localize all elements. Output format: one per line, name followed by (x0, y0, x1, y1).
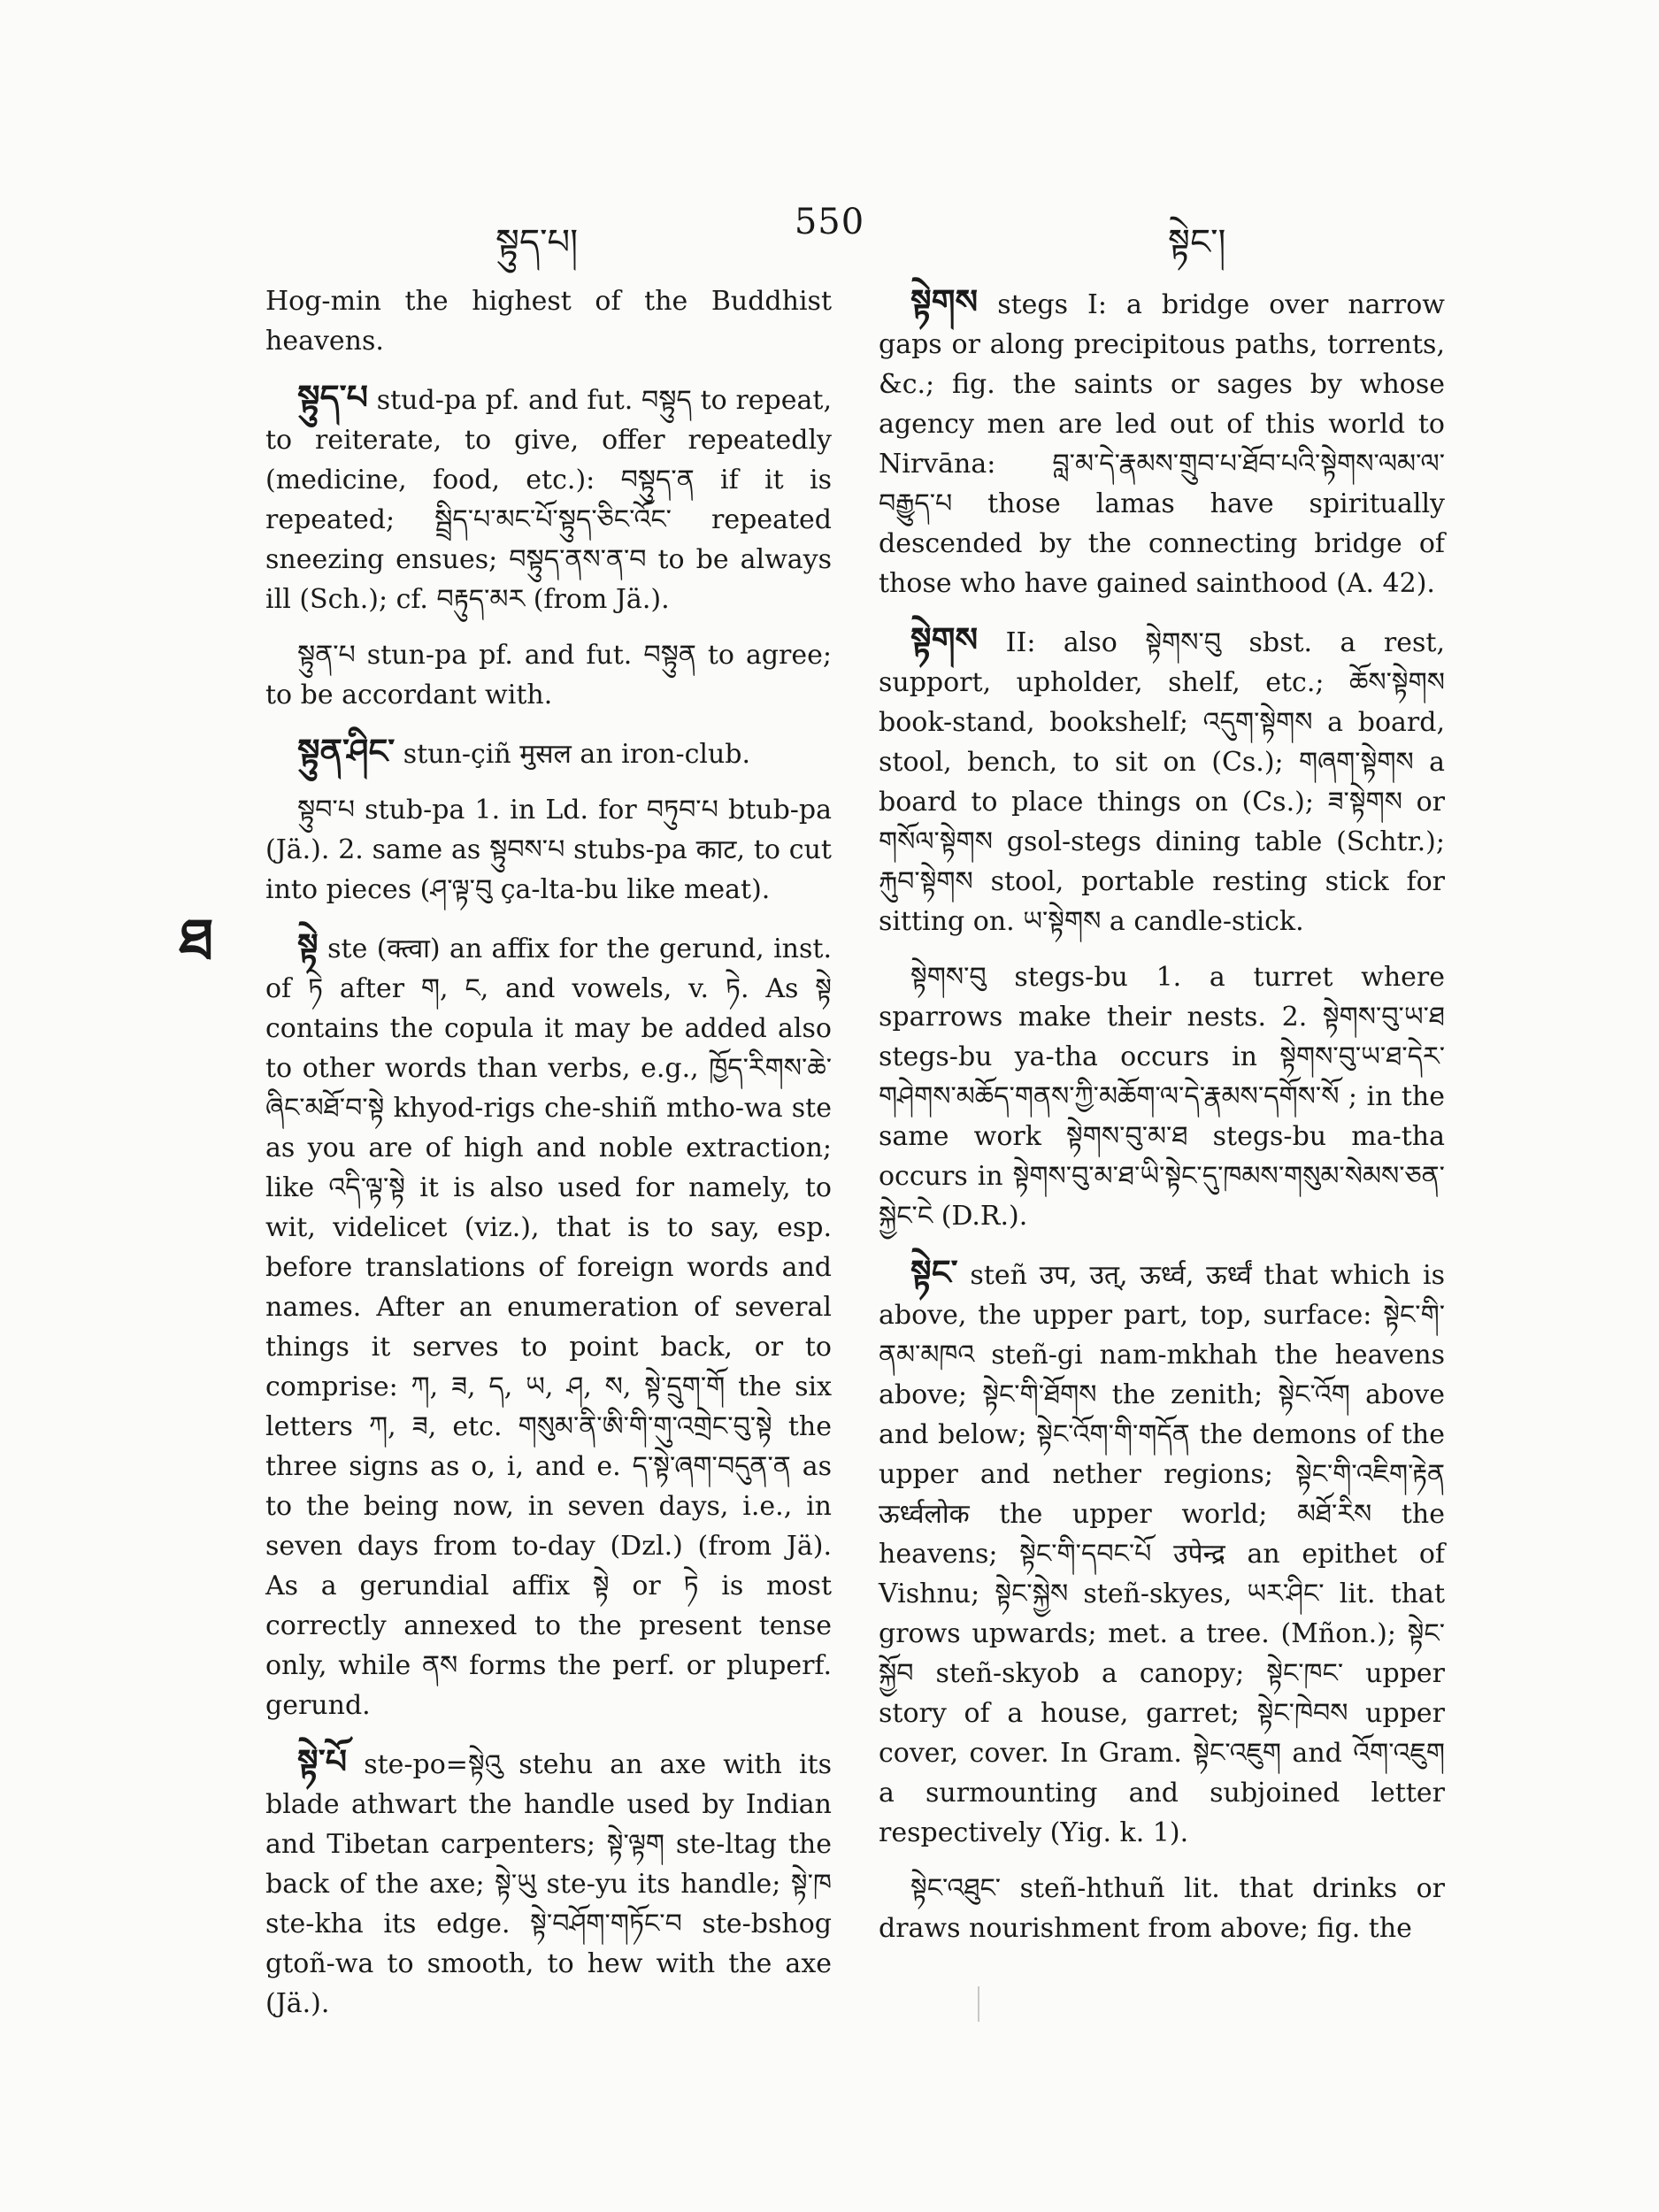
entry (265, 1741, 832, 2024)
entry (879, 619, 1445, 941)
entry-headword: སྟེ་པོ (297, 1741, 348, 1781)
entry (265, 790, 832, 910)
entry (265, 635, 832, 715)
entry-headword: སྟེགས (910, 281, 979, 321)
right-column (879, 281, 1445, 1964)
entry-text: ste-po=སྟེའུ stehu an axe with its blade athwart the handle used by Indian and Tibetan carpenters; སྟེ་ལྟག ste-ltag the back of the axe; སྟེ་ཡུ ste-yu its handle; སྟེ་ཁ ste-kha its edge. སྟེ་བཤོག་གཏོང་བ ste-bshog gtoñ-wa to smooth, to hew with the axe (Jä.). (265, 1749, 832, 2019)
entry-text: སྟེགས་བུ stegs-bu 1. a turret where sparrows make their nests. 2. སྟེགས་བུ་ཡ་ཐ stegs-bu ya-tha occurs in སྟེགས་བུ་ཡ་ཐ་དེར་གཤེགས་མཆོད་གནས་ཀྱི་མཆོག་ལ་དེ་རྣམས་དགོས་སོ ; in the same work སྟེགས་བུ་མ་ཐ stegs-bu ma-tha occurs in སྟེགས་བུ་མ་ཐ་ཡི་སྟེང་དུ་ཁམས་གསུམ་སེམས་ཅན་སྐྱེང་ངེ (D.R.). (879, 962, 1445, 1232)
entry (879, 1869, 1445, 1948)
entry-headword: སྟེང་ (910, 1252, 958, 1292)
header-left-word: སྟུད་པ། (495, 222, 579, 263)
header-right-word: སྟེང་། (1168, 222, 1226, 263)
entry-headword: སྟུན་ཤིང་ (297, 731, 396, 771)
entry-text: སྟུབ་པ stub-pa 1. in Ld. for བཏུབ་པ btub-pa (Jä.). 2. same as སྟུབས་པ stubs-pa काट, to cut into pieces (ཤ་ལྟ་བུ ça-lta-bu like meat). (265, 795, 832, 905)
entry (265, 926, 832, 1725)
entry (879, 957, 1445, 1236)
entry-text: stud-pa pf. and fut. བསྟུད to repeat, to reiterate, to give, offer repeatedly (medicine, food, etc.): བསྟུད་ན if it is repeated; སྦྲིད་པ་མང་པོ་སྟུད་ཅིང་འོང་ repeated sneezing ensues; བསྟུད་ནས་ན་བ to be always ill (Sch.); cf. བརྟུད་མར (from Jä.). (265, 385, 832, 615)
entry-text: ste (क्त्वा) an affix for the gerund, inst. of ཏེ after ག, ང, and vowels, v. ཏེ. As སྟེ contains the copula it may be added also to other words than verbs, e.g., ཁྱོད་རིགས་ཆེ་ཞིང་མཐོ་བ་སྟེ khyod-rigs che-shiñ mtho-wa ste as you are of high and noble extraction; like འདི་ལྟ་སྟེ it is also used for namely, to wit, videlicet (viz.), that is to say, esp. before translations of foreign words and names. After an enumeration of several things it serves to point back, or to comprise: ཀ, ཟ, ད, ཡ, ཤ, ས, སྟེ་དྲུག་གོ the six letters ཀ, ཟ, etc. གསུམ་ནི་ཨི་གི་གུ་འགྲེང་བུ་སྟེ the three signs as o, i, and e. ད་སྟེ་ཞག་བདུན་ན as to the being now, in seven days, i.e., in seven days from to-day (Dzl.) (from Jä). As a gerundial affix སྟེ or ཏེ is most correctly annexed to the present tense only, while ནས forms the perf. or pluperf. gerund. (265, 933, 832, 1721)
entry-text: stegs I: a bridge over narrow gaps or along precipitous paths, torrents, &c.; fig. the saints or sages by whose agency men are led out of this world to Nirvāna: བླ་མ་དེ་རྣམས་གྲུབ་པ་ཐོབ་པའི་སྟེགས་ལམ་ལ་བརྒྱུད་པ those lamas have spiritually descended by the connecting bridge of those who have gained sainthood (A. 42). (879, 289, 1445, 599)
entry (879, 1252, 1445, 1853)
entry-text: སྟེང་འཐུང་ steñ-hthuñ lit. that drinks or draws nourishment from above; fig. the (879, 1873, 1445, 1944)
margin-glyph: ཐ (179, 907, 214, 973)
entry-text: stun-çiñ मुसल an iron-club. (403, 739, 751, 770)
entry-text: steñ उप, उत्, ऊर्ध्व, ऊर्ध्वं that which is above, the upper part, top, surface: སྟེང་གི་ནམ་མཁའ steñ-gi nam-mkhah the heavens above; སྟེང་གི་ཐོགས the zenith; སྟེང་འོག above and below; སྟེང་འོག་གི་གདོན the demons of the upper and nether regions; སྟེང་གི་འཇིག་རྟེན ऊर्ध्वलोक the upper world; མཐོ་རིས the heavens; སྟེང་གི་དབང་པོ उपेन्द्र an epithet of Vishnu; སྟེང་སྐྱེས steñ-skyes, ཡར་ཤིང་ lit. that grows upwards; met. a tree. (Mñon.); སྟེང་སྐྱོབ steñ-skyob a canopy; སྟེང་ཁང་ upper story of a house, garret; སྟེང་ཁེབས upper cover, cover. In Gram. སྟེང་འཇུག and འོག་འཇུག a surmounting and subjoined letter respectively (Yig. k. 1). (879, 1260, 1445, 1848)
entry-headword: སྟུད་པ (297, 377, 368, 417)
page-header (0, 202, 1659, 263)
page-number: 550 (794, 202, 865, 242)
entry (265, 377, 832, 619)
entry (265, 281, 832, 361)
entry-headword: སྟེ (297, 926, 319, 965)
entry (879, 281, 1445, 603)
entry-headword: སྟེགས (910, 619, 979, 659)
entry (265, 731, 832, 774)
entry-text: Hog-min the highest of the Buddhist heavens. (265, 286, 832, 357)
scan-mark (978, 1986, 979, 2022)
left-column (265, 281, 832, 2039)
entry-text: II: also སྟེགས་བུ sbst. a rest, support, upholder, shelf, etc.; ཆོས་སྟེགས book-stand, bookshelf; འདུག་སྟེགས a board, stool, bench, to sit on (Cs.); གཞག་སྟེགས a board to place things on (Cs.); ཟ་སྟེགས or གསོལ་སྟེགས gsol-stegs dining table (Schtr.); རྐུབ་སྟེགས stool, portable resting stick for sitting on. ཡ་སྟེགས a candle-stick. (879, 627, 1445, 937)
entry-text: སྟུན་པ stun-pa pf. and fut. བསྟུན to agree; to be accordant with. (265, 640, 832, 710)
